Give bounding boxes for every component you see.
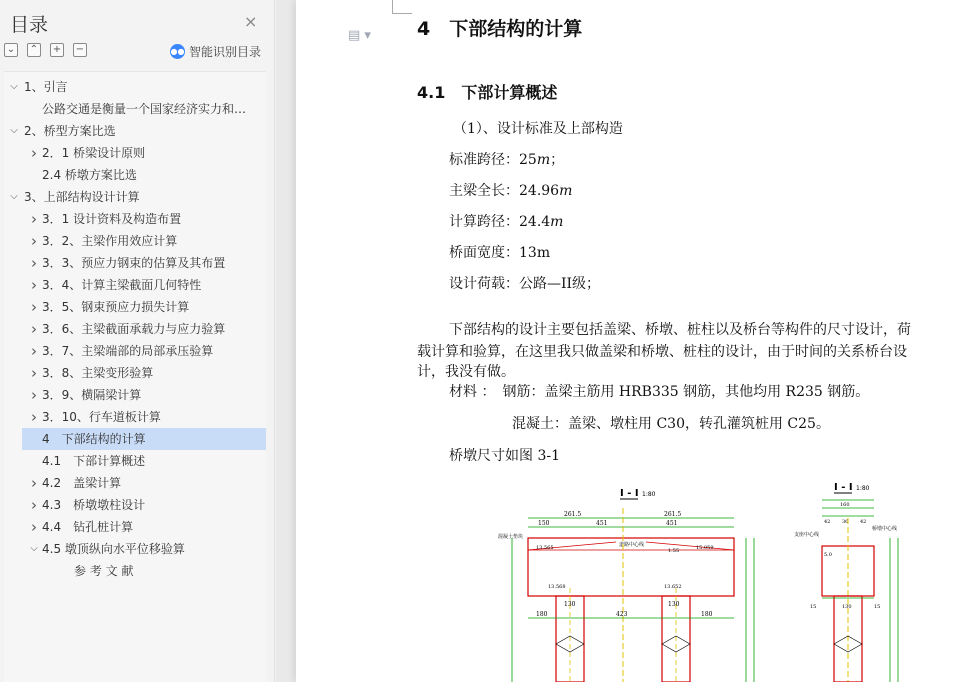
material-concrete: 混凝土：盖梁、墩柱用 C30，转孔灌筑桩用 C25。 [512, 416, 830, 432]
smart-toc-label: 智能识别目录 [189, 45, 262, 59]
toc-item-label: 3．6、主梁截面承载力与应力验算 [42, 322, 226, 336]
toc-item-label: 4.1 下部计算概述 [42, 454, 146, 468]
toc-item[interactable] [4, 406, 266, 428]
toc-item-label: 1、引言 [24, 80, 68, 94]
heading-1: 4 下部结构的计算 [417, 18, 583, 40]
figure-reference: 桥墩尺寸如图 3-1 [449, 448, 560, 464]
drawing-title: I - I [834, 482, 853, 493]
dim-label: 1.55 [668, 548, 680, 554]
dim-label: 15 [810, 604, 817, 610]
drawing-scale: 1:80 [642, 491, 656, 498]
toc-item[interactable] [4, 120, 266, 142]
collapse-all-icon[interactable]: ⌄ [4, 43, 18, 57]
dim-label: 423 [616, 611, 628, 618]
toc-item[interactable] [4, 164, 266, 186]
dim-label: 42 [860, 519, 867, 525]
dim-label: 180 [701, 611, 713, 618]
chevron-right-icon[interactable]: › [31, 144, 37, 162]
toc-item[interactable] [22, 428, 266, 450]
toc-item-label: 4.3 桥墩墩柱设计 [42, 498, 146, 512]
toc-item-label: 4 下部结构的计算 [42, 432, 146, 446]
chevron-right-icon[interactable]: › [31, 254, 37, 272]
ai-icon: ●● [170, 44, 185, 59]
toc-item-label: 参 考 文 献 [74, 564, 134, 578]
dim-label: 15 [874, 604, 881, 610]
close-icon[interactable]: × [244, 12, 258, 31]
deck-width: 桥面宽度：13m [449, 245, 551, 261]
expand-all-icon[interactable]: ⌃ [27, 43, 41, 57]
toc-item-label: 3．5、钢束预应力损失计算 [42, 300, 190, 314]
dim-label: 5.0 [824, 552, 832, 558]
document-area [276, 0, 970, 682]
dim-label: 160 [840, 502, 850, 508]
toc-item[interactable] [4, 516, 266, 538]
chevron-right-icon[interactable]: › [31, 232, 37, 250]
toc-sidebar [0, 0, 275, 682]
dim-label: 130 [842, 604, 852, 610]
dim-label: 15.059 [696, 545, 714, 551]
toc-item[interactable] [4, 538, 266, 560]
sidebar-title: 目录 [10, 14, 49, 36]
toc-list [4, 71, 266, 682]
toc-item-label: 3．1 设计资料及构造布置 [42, 212, 182, 226]
toc-item-label: 4.5 墩顶纵向水平位移验算 [42, 542, 185, 556]
chevron-right-icon[interactable]: › [31, 276, 37, 294]
dim-label: 180 [536, 611, 548, 618]
chevron-right-icon[interactable]: › [31, 320, 37, 338]
chevron-right-icon[interactable]: › [31, 210, 37, 228]
toc-item[interactable] [4, 274, 266, 296]
toc-item-label: 3．10、行车道板计算 [42, 410, 161, 424]
heading-2: 4.1 下部计算概述 [417, 83, 558, 102]
chevron-right-icon[interactable]: › [31, 364, 37, 382]
calc-span: 计算跨径：24.4𝑚 [449, 214, 564, 230]
toc-item-label: 3．9、横隔梁计算 [42, 388, 142, 402]
document-page [296, 0, 970, 682]
chevron-down-icon[interactable]: ⌵ [10, 191, 18, 202]
toc-item[interactable] [4, 560, 266, 582]
dim-label: 42 [824, 519, 831, 525]
drawing-scale: 1:80 [856, 485, 870, 492]
toc-item-label: 3．2、主梁作用效应计算 [42, 234, 178, 248]
toc-item-label: 2.4 桥墩方案比选 [42, 168, 137, 182]
toc-item[interactable] [4, 472, 266, 494]
paragraph-line: 下部结构的设计主要包括盖梁、桥墩、桩柱以及桥台等构件的尺寸设计，荷 [449, 322, 911, 338]
smart-toc-button[interactable] [170, 43, 261, 60]
remove-heading-icon[interactable]: − [73, 43, 87, 57]
toc-item-label: 2、桥型方案比选 [24, 124, 116, 138]
chevron-right-icon[interactable]: › [31, 386, 37, 404]
toc-item[interactable] [4, 494, 266, 516]
toc-item-label: 3．8、主梁变形验算 [42, 366, 154, 380]
dim-label: 36 [842, 519, 849, 525]
toc-item-label: 4.4 钻孔桩计算 [42, 520, 134, 534]
chevron-down-icon[interactable]: ⌵ [10, 81, 18, 92]
dim-label: 261.5 [564, 511, 582, 518]
chevron-right-icon[interactable]: › [31, 298, 37, 316]
toc-item[interactable] [4, 340, 266, 362]
drawing-title: I - I [620, 488, 639, 499]
annotation: 道路中心线 [619, 542, 645, 548]
dim-label: 451 [596, 520, 608, 527]
material-steel: 材料 ： 钢筋：盖梁主筋用 HRB335 钢筋，其他均用 R235 钢筋。 [449, 384, 870, 400]
document-outline-icon[interactable]: ▤ ▾ [348, 28, 371, 43]
annotation: 混凝土垫块 [498, 534, 524, 540]
dim-label: 261.5 [664, 511, 682, 518]
dim-label: 130 [564, 601, 576, 608]
standard-span: 标准跨径：25𝑚； [449, 152, 565, 168]
design-load: 设计荷载：公路—II级； [449, 276, 601, 292]
toc-item[interactable] [4, 98, 266, 120]
toc-item[interactable] [4, 384, 266, 406]
dim-label: 13.565 [536, 545, 554, 551]
toc-item-label: 公路交通是衡量一个国家经济实力和… [42, 102, 247, 116]
toc-item-label: 3．3、预应力钢束的估算及其布置 [42, 256, 226, 270]
annotation: 桥墩中心线 [872, 526, 898, 532]
toc-item[interactable] [4, 362, 266, 384]
toc-item[interactable] [4, 142, 266, 164]
toc-item[interactable] [4, 450, 266, 472]
chevron-right-icon[interactable]: › [31, 474, 37, 492]
toc-item-label: 3、上部结构设计计算 [24, 190, 140, 204]
beam-length: 主梁全长：24.96𝑚 [449, 183, 573, 199]
pier-elevation-drawing [496, 478, 766, 682]
dim-label: 13.568 [548, 584, 566, 590]
paragraph-line: 计，我没有做。 [417, 364, 515, 380]
dim-label: 13.652 [664, 584, 682, 590]
chevron-down-icon[interactable]: ⌵ [30, 543, 38, 554]
chevron-right-icon[interactable]: › [31, 342, 37, 360]
toc-item[interactable] [4, 230, 266, 252]
pier-section-drawing [794, 478, 904, 682]
dim-label: 130 [668, 601, 680, 608]
toc-item[interactable] [4, 186, 266, 208]
dim-label: 451 [666, 520, 678, 527]
toc-toolbar [4, 43, 87, 57]
toc-item[interactable] [4, 252, 266, 274]
add-heading-icon[interactable]: + [50, 43, 64, 57]
chevron-down-icon[interactable]: ⌵ [10, 125, 18, 136]
chevron-right-icon[interactable]: › [31, 408, 37, 426]
toc-item-label: 4.2 盖梁计算 [42, 476, 122, 490]
toc-item[interactable] [4, 76, 266, 98]
toc-item[interactable] [4, 318, 266, 340]
annotation: 支座中心线 [794, 532, 820, 538]
toc-item-label: 2．1 桥梁设计原则 [42, 146, 146, 160]
dim-label: 150 [538, 520, 550, 527]
paragraph-line: 载计算和验算，在这里我只做盖梁和桥墩、桩柱的设计，由于时间的关系桥台设 [417, 344, 907, 360]
design-standard-subheading: （1）、设计标准及上部构造 [453, 121, 623, 137]
toc-item[interactable] [4, 208, 266, 230]
toc-item[interactable] [4, 296, 266, 318]
page-corner-mark [392, 0, 412, 14]
chevron-right-icon[interactable]: › [31, 496, 37, 514]
toc-item-label: 3．4、计算主梁截面几何特性 [42, 278, 202, 292]
chevron-right-icon[interactable]: › [31, 518, 37, 536]
toc-item-label: 3．7、主梁端部的局部承压验算 [42, 344, 214, 358]
